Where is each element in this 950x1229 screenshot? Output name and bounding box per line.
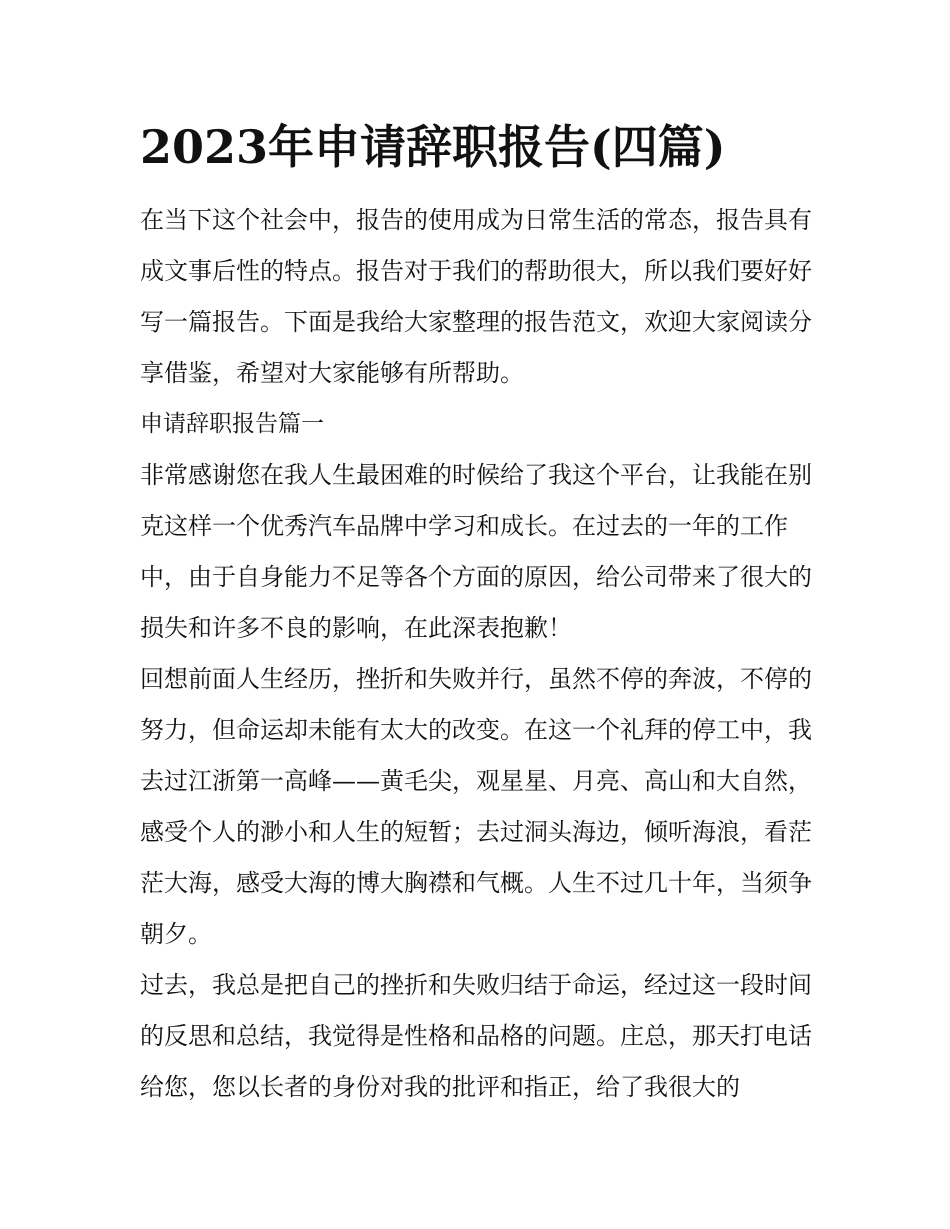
section-heading: 申请辞职报告篇一 bbox=[140, 411, 324, 437]
document-body bbox=[140, 195, 812, 1113]
document-title: 2023年申请辞职报告(四篇) bbox=[140, 120, 726, 174]
body-paragraph-2: 回想前面人生经历，挫折和失败并行，虽然不停的奔波，不停的努力，但命运却未能有太大的改变。在这一个礼拜的停工中，我去过江浙第一高峰——黄毛尖，观星星、月亮、高山和大自然，感受个人的渺小和人生的短暂；去过洞头海边，倾听海浪，看茫茫大海，感受大海的博大胸襟和气概。人生不过几十年，当须争朝夕。 bbox=[140, 665, 812, 948]
body-paragraph-1: 非常感谢您在我人生最困难的时候给了我这个平台，让我能在别克这样一个优秀汽车品牌中学习和成长。在过去的一年的工作中，由于自身能力不足等各个方面的原因，给公司带来了很大的损失和许多不良的影响，在此深表抱歉！ bbox=[140, 461, 812, 642]
intro-paragraph: 在当下这个社会中，报告的使用成为日常生活的常态，报告具有成文事后性的特点。报告对于我们的帮助很大，所以我们要好好写一篇报告。下面是我给大家整理的报告范文，欢迎大家阅读分享借鉴，希望对大家能够有所帮助。 bbox=[140, 206, 812, 387]
body-paragraph-3: 过去，我总是把自己的挫折和失败归结于命运，经过这一段时间的反思和总结，我觉得是性格和品格的问题。庄总，那天打电话给您，您以长者的身份对我的批评和指正，给了我很大的 bbox=[140, 971, 812, 1101]
